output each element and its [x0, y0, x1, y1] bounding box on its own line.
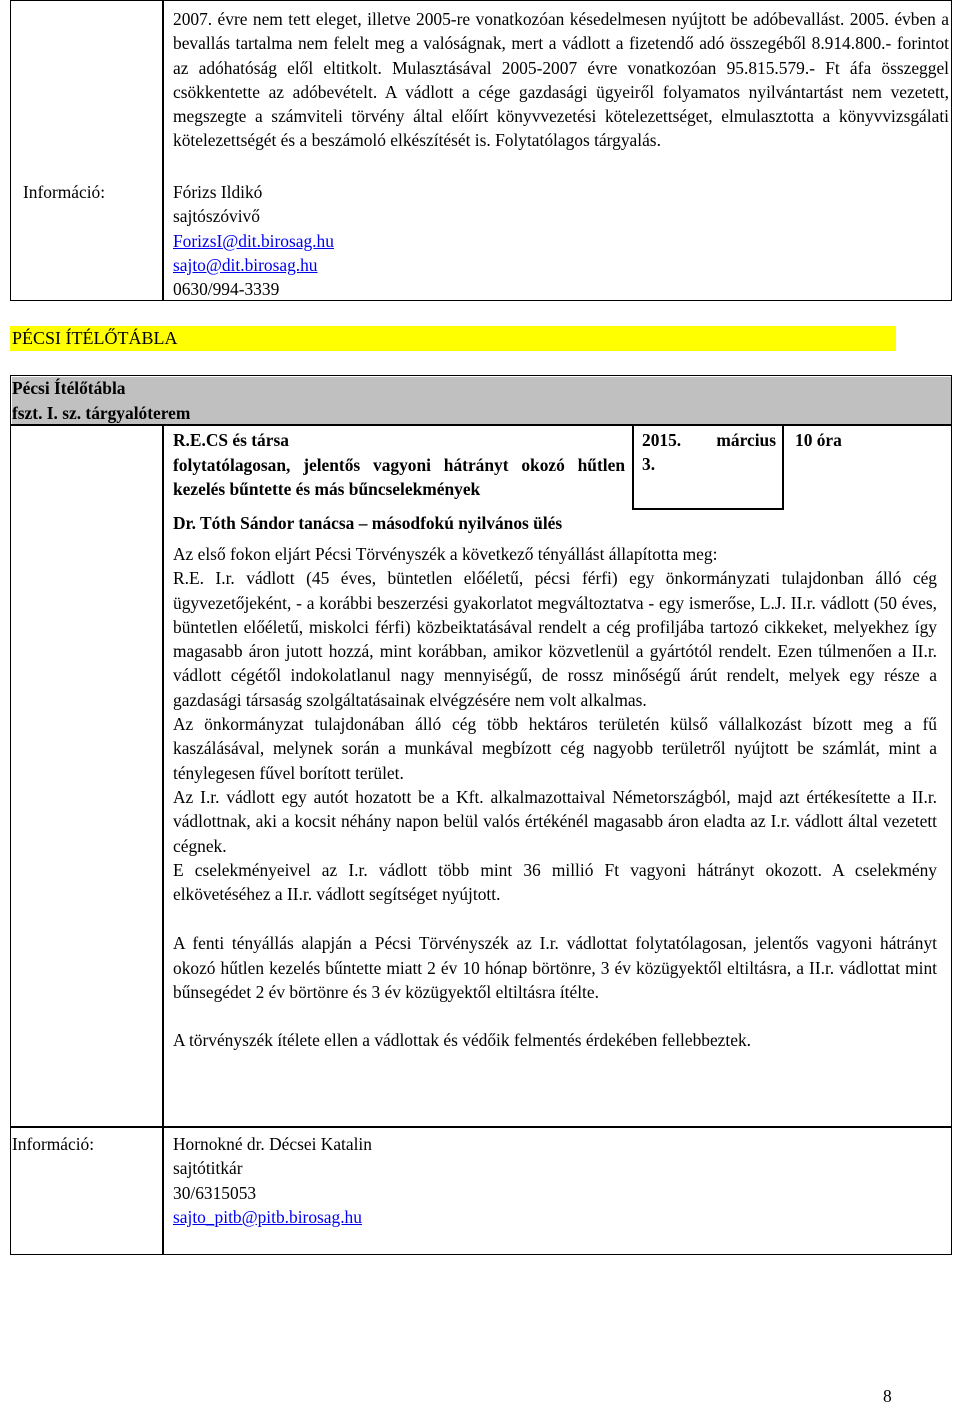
appeal-paragraph: A törvényszék ítélete ellen a vádlottak és védőik felmentés érdekében fellebbeztek. — [173, 1030, 751, 1051]
facts-intro: Az első fokon eljárt Pécsi Törvényszék a következő tényállást állapította meg: — [173, 544, 718, 564]
press-secretary-role: sajtótitkár — [173, 1158, 243, 1179]
bottom-info-label: Információ: — [12, 1134, 95, 1154]
contact-phone: 0630/994-3339 — [173, 279, 280, 300]
hearing-date-line1: 2015. március — [642, 430, 776, 450]
hearing-date-line2: 3. — [642, 454, 656, 475]
hearing-time: 10 óra — [795, 430, 842, 450]
contact-block — [173, 180, 573, 301]
verdict-paragraph: A fenti tényállás alapján a Pécsi Törvényszék az I.r. vádlottat folytatólagosan, jelentős vagyoni hátrányt okozó hűtlen kezelés bűntette miatt 2 év 10 hónap börtönre, 3 év közügyektől eltiltásra, a II.r. vádlottat mint bűnsegédet 2 év börtönre és 3 év közügyektől eltiltásra ítélte. — [173, 933, 937, 1003]
left-column-divider — [162, 424, 164, 1255]
press-secretary-name: Hornokné dr. Décsei Katalin — [173, 1134, 372, 1154]
venue-name: Pécsi Ítélőtábla — [12, 378, 126, 398]
defendant-name: R.E.CS és társa — [173, 430, 289, 450]
hearing-date — [642, 428, 776, 477]
press-secretary-phone: 30/6315053 — [173, 1182, 257, 1203]
court-title: PÉCSI ÍTÉLŐTÁBLA — [12, 328, 178, 348]
press-secretary-email-link[interactable]: sajto_pitb@pitb.birosag.hu — [173, 1206, 362, 1227]
press-email-link[interactable]: sajto@dit.birosag.hu — [173, 254, 318, 275]
time-cell-divider — [782, 424, 784, 509]
top-table-divider — [162, 0, 164, 301]
info-row-divider — [10, 1126, 952, 1128]
contact-role: sajtószóvivő — [173, 206, 260, 227]
facts-paragraph-4: E cselekményeivel az I.r. vádlott több mint 36 millió Ft vagyoni hátrányt okozott. A cselekmény elkövetéséhez a II.r. vádlott segítséget nyújtott. — [173, 859, 937, 905]
date-cell-divider — [632, 424, 634, 509]
case-facts — [173, 542, 937, 1053]
facts-paragraph-2: Az önkormányzat tulajdonában álló cég több hektáros területén külső vállalkozást bízott meg a fű kaszálásával, melynek során a munkával megbízott cég nagyobb területről nyújtott be számlát, mint a ténylegesen fűvel borított terület. — [173, 714, 937, 783]
charge-description: folytatólagosan, jelentős vagyoni hátrányt okozó hűtlen kezelés bűntette és más bűncselekmények — [173, 455, 625, 500]
facts-paragraph-3: Az I.r. vádlott egy autót hozatott be a Kft. alkalmazottaival Németországból, majd azt értékesítette a II.r. vádlottnak, aki a kocsit néhány napon belül valós értékénél magasabb áron eladta az I.r. vádlott által vezetett cégnek. — [173, 786, 937, 856]
bottom-contact-block — [173, 1132, 573, 1229]
contact-email-link[interactable]: ForizsI@dit.birosag.hu — [173, 230, 334, 251]
case-row-divider — [632, 508, 784, 510]
facts-paragraph-1: R.E. I.r. vádlott (45 éves, büntetlen előéletű, pécsi férfi) egy önkormányzati tulajdonban álló cég ügyvezetőjeként, - a korábbi beszerzési gyakorlatot megváltoztatva - egy ismerőse, L.J. II.r. vádlott (50 éves, büntetlen előéletű, miskolci férfi) közbeiktatásával rendelt a cég profiljába tartozó cikkeket, melyekhez így magasabb áron jutott hozzá, mint korábban, amikor közvetlenül a gyártótól rendelt. Ezen túlmenően a II.r. vádlott cégétől indokolatlanul nagy mennyiségű, de rossz minőségű árút rendelt, melyek egy része a gazdasági társaság szolgáltatásainak elvégzésére nem volt alkalmas. — [173, 568, 937, 710]
case-description: 2007. évre nem tett eleget, illetve 2005-re vonatkozóan késedelmesen nyújtott be adóbevallást. 2005. évben a bevallás tartalma nem felelt meg a valóságnak, mert a vádlott a fizetendő adó összegéből 8.914.800.- forintot az adóhatóság elől eltitkolt. Mulasztásával 2005-2007 évre vonatkozóan 95.815.579.- Ft áfa összeggel csökkentette az adóbevételt. A vádlott a cége gazdasági ügyeiről folyamatos nyilvántartást nem vezetett, megszegte a számviteli törvény által előírt könyvvezetési kötelezettséget, elmulasztotta a könyvvizsgálati kötelezettségét és a beszámoló elkészítését is. Folytatólagos tárgyalás. — [173, 9, 949, 151]
panel-info: Dr. Tóth Sándor tanácsa – másodfokú nyilvános ülés — [173, 513, 563, 533]
info-label: Információ: — [23, 182, 106, 202]
contact-name: Fórizs Ildikó — [173, 182, 263, 202]
venue-room: fszt. I. sz. tárgyalóterem — [12, 403, 191, 423]
page-number: 8 — [883, 1386, 892, 1406]
venue-row-divider — [10, 424, 952, 426]
